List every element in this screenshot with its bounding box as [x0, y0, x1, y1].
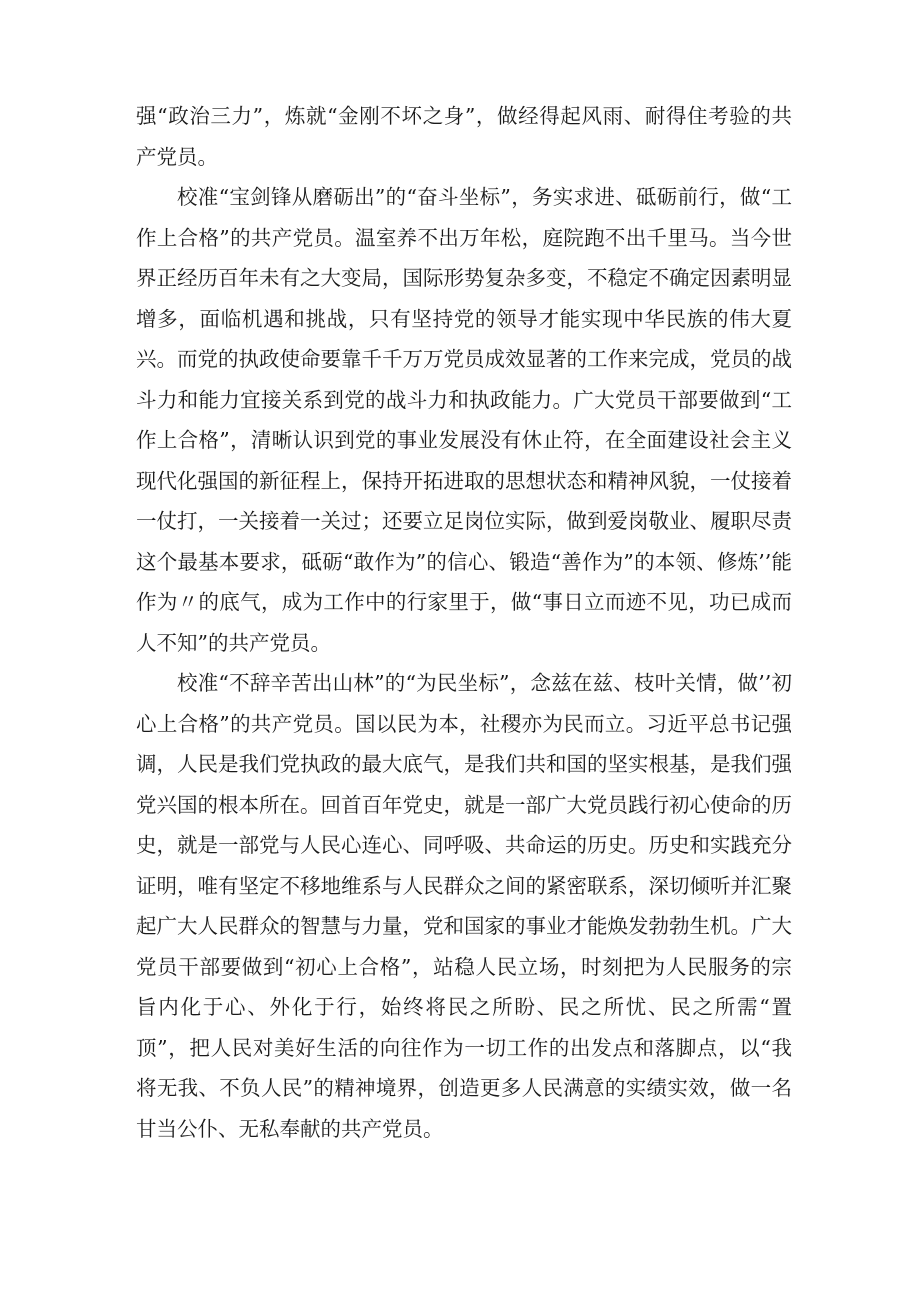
paragraph-1: 强“政治三力”，炼就“金刚不坏之身”，做经得起风雨、耐得住考验的共产党员。 — [136, 104, 792, 169]
document-body — [136, 96, 792, 1149]
paragraph-3: 校准“不辞辛苦出山林”的“为民坐标”，念兹在兹、枝叶关情，做’’初心上合格”的共产党员。国以民为本，社稷亦为民而立。习近平总书记强调，人民是我们党执政的最大底气，是我们共和国的坚实根基，是我们强党兴国的根本所在。回首百年党史，就是一部广大党员践行初心使命的历史，就是一部党与人民心连心、同呼吸、共命运的历史。历史和实践充分证明，唯有坚定不移地维系与人民群众之间的紧密联系，深切倾听并汇聚起广大人民群众的智慧与力量，党和国家的事业才能焕发勃勃生机。广大党员干部要做到“初心上合格”，站稳人民立场，时刻把为人民服务的宗旨内化于心、外化于行，始终将民之所盼、民之所忧、民之所需“置顶”，把人民对美好生活的向往作为一切工作的出发点和落脚点，以“我将无我、不负人民”的精神境界，创造更多人民满意的实绩实效，做一名甘当公仆、无私奉献的共产党员。 — [136, 671, 792, 1141]
paragraph-2: 校准“宝剑锋从磨砺出”的“奋斗坐标”，务实求进、砥砺前行，做“工作上合格”的共产党员。温室养不出万年松，庭院跑不出千里马。当今世界正经历百年未有之大变局，国际形势复杂多变，不稳定不确定因素明显增多，面临机遇和挑战，只有坚持党的领导才能实现中华民族的伟大夏兴。而党的执政使命要靠千千万万党员成效显著的工作来完成，党员的战斗力和能力宜接关系到党的战斗力和执政能力。广大党员干部要做到“工作上合格”，清晰认识到党的事业发展没有休止符，在全面建设社会主义现代化强国的新征程上，保持开拓进取的思想状态和精神风貌，一仗接着一仗打，一关接着一关过；还要立足岗位实际，做到爱岗敬业、履职尽责这个最基本要求，砥砺“敢作为”的信心、锻造“善作为”的本领、修炼’’能作为〃的底气，成为工作中的行家里于，做“事日立而迹不见，功已成而人不知”的共产党员。 — [136, 185, 792, 655]
